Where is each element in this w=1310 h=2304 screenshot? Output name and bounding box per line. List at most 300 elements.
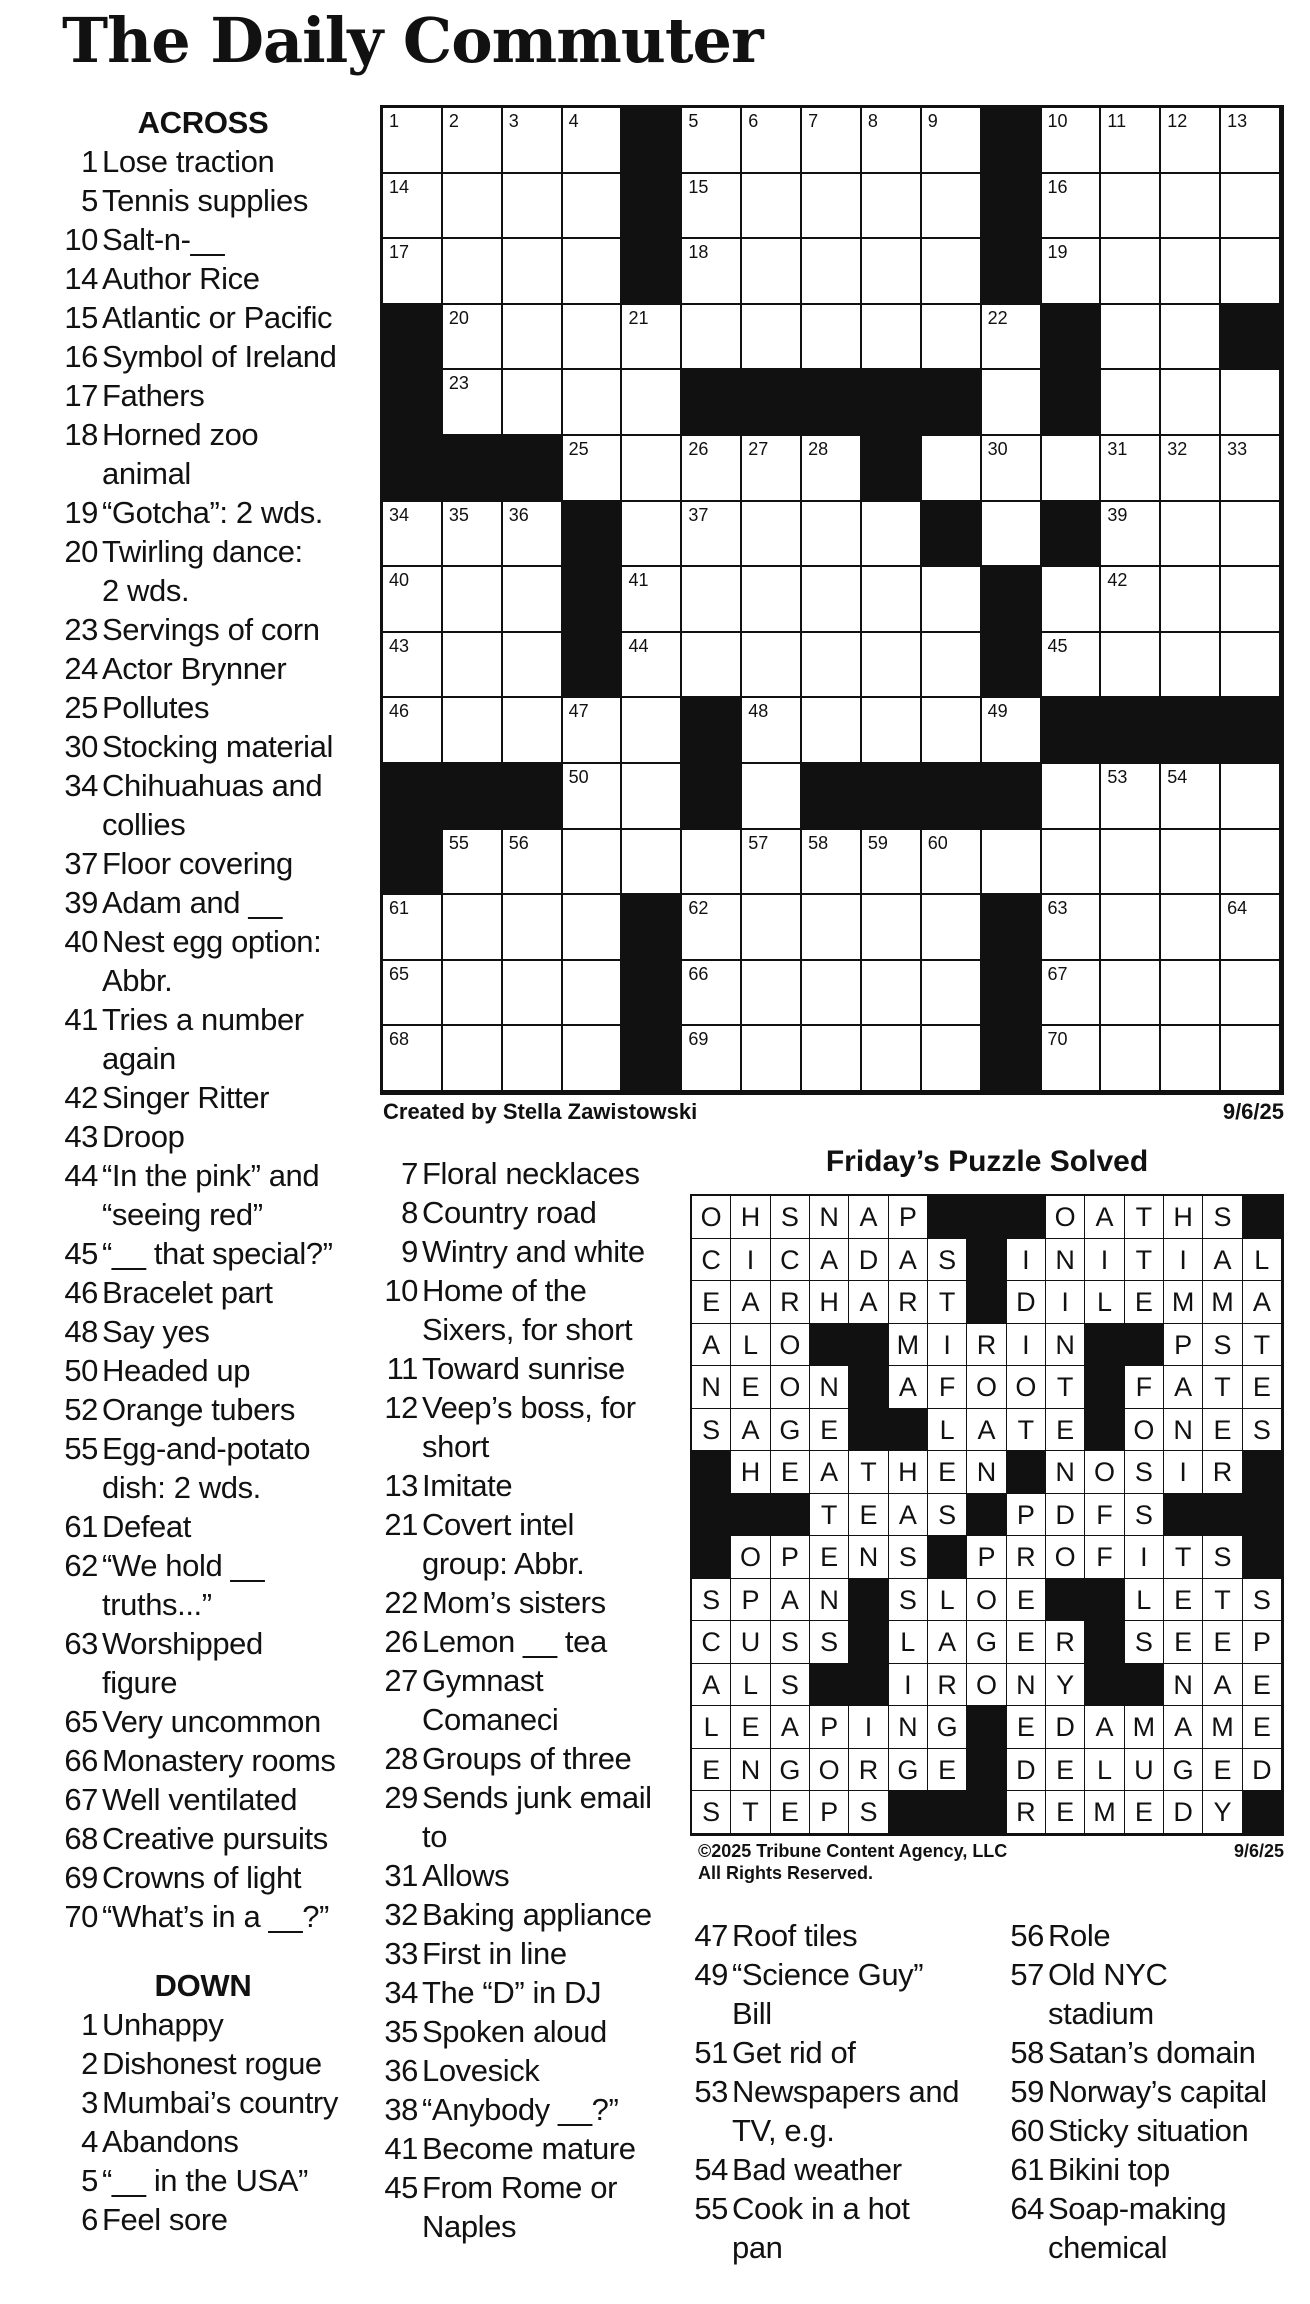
grid-cell[interactable]: [1221, 239, 1281, 305]
solution-letter: O: [967, 1366, 1006, 1409]
grid-cell[interactable]: [862, 174, 922, 240]
grid-cell[interactable]: [682, 174, 742, 240]
solution-black-square: [1085, 1664, 1124, 1707]
clue-item: [58, 649, 358, 688]
grid-cell[interactable]: [862, 961, 922, 1027]
grid-cell[interactable]: [802, 698, 862, 764]
grid-cell[interactable]: [503, 895, 563, 961]
grid-cell[interactable]: [922, 239, 982, 305]
grid-cell[interactable]: [742, 108, 802, 174]
solution-letter: E: [1243, 1706, 1282, 1749]
grid-cell[interactable]: [922, 895, 982, 961]
grid-cell[interactable]: [563, 764, 623, 830]
grid-cell[interactable]: [1161, 830, 1221, 896]
clue-item: [58, 1741, 358, 1780]
grid-cell[interactable]: [1101, 502, 1161, 568]
grid-cell[interactable]: [862, 895, 922, 961]
grid-cell[interactable]: [443, 305, 503, 371]
solution-letter: S: [771, 1664, 810, 1707]
grid-cell[interactable]: [383, 239, 443, 305]
black-square: [982, 174, 1042, 240]
grid-cell[interactable]: [383, 895, 443, 961]
grid-cell[interactable]: [1161, 567, 1221, 633]
solution-letter: N: [967, 1451, 1006, 1494]
clue-number: 25: [64, 690, 98, 725]
grid-cell[interactable]: [1101, 370, 1161, 436]
clue-item: [688, 1916, 988, 1955]
clue-number: 18: [64, 417, 98, 452]
grid-cell[interactable]: [802, 436, 862, 502]
grid-cell[interactable]: [1221, 830, 1281, 896]
solution-letter: S: [692, 1579, 731, 1622]
cell-number: 21: [628, 307, 649, 328]
grid-cell[interactable]: [443, 895, 503, 961]
grid-cell[interactable]: [1042, 108, 1102, 174]
solution-black-square: [1164, 1494, 1203, 1537]
grid-cell[interactable]: [1221, 436, 1281, 502]
clue-text: Mumbai’s country: [102, 2085, 338, 2120]
cell-number: 63: [1047, 898, 1068, 919]
grid-cell[interactable]: [503, 698, 563, 764]
clue-number: 3: [81, 2085, 98, 2120]
solution-letter: S: [889, 1536, 928, 1579]
clue-item: [58, 688, 358, 727]
clue-text: animal: [102, 456, 191, 491]
solution-letter: A: [1164, 1706, 1203, 1749]
grid-cell[interactable]: [563, 370, 623, 436]
grid-cell[interactable]: [503, 370, 563, 436]
grid-cell[interactable]: [982, 370, 1042, 436]
grid-cell[interactable]: [682, 305, 742, 371]
grid-cell[interactable]: [443, 502, 503, 568]
solution-letter: N: [731, 1749, 770, 1792]
grid-cell[interactable]: [1042, 436, 1102, 502]
grid-cell[interactable]: [922, 174, 982, 240]
grid-cell[interactable]: [1161, 239, 1221, 305]
clue-number: 41: [64, 1002, 98, 1037]
clue-item: [378, 2051, 678, 2090]
solution-black-square: [849, 1621, 888, 1664]
grid-cell[interactable]: [622, 764, 682, 830]
solution-letter: E: [1007, 1621, 1046, 1664]
grid-cell[interactable]: [1101, 633, 1161, 699]
solution-letter: L: [928, 1409, 967, 1452]
grid-cell[interactable]: [802, 174, 862, 240]
grid-cell[interactable]: [1042, 567, 1102, 633]
solution-letter: E: [1164, 1579, 1203, 1622]
solution-letter: S: [928, 1239, 967, 1282]
solution-black-square: [810, 1664, 849, 1707]
grid-cell[interactable]: [682, 502, 742, 568]
clue-text: figure: [102, 1665, 178, 1700]
solution-black-square: [849, 1579, 888, 1622]
grid-cell[interactable]: [383, 698, 443, 764]
grid-cell[interactable]: [1101, 961, 1161, 1027]
grid-cell[interactable]: [1221, 174, 1281, 240]
grid-cell[interactable]: [1221, 961, 1281, 1027]
grid-cell[interactable]: [742, 1026, 802, 1092]
grid-cell[interactable]: [1161, 961, 1221, 1027]
grid-cell[interactable]: [1221, 108, 1281, 174]
grid-cell[interactable]: [1221, 567, 1281, 633]
solution-black-square: [731, 1494, 770, 1537]
solution-letter: A: [1085, 1706, 1124, 1749]
grid-cell[interactable]: [802, 895, 862, 961]
grid-cell[interactable]: [383, 633, 443, 699]
grid-cell[interactable]: [802, 961, 862, 1027]
grid-cell[interactable]: [1221, 764, 1281, 830]
grid-cell[interactable]: [1101, 567, 1161, 633]
clue-item: [58, 2122, 358, 2161]
grid-cell[interactable]: [922, 698, 982, 764]
cell-number: 68: [389, 1029, 410, 1050]
cell-number: 36: [508, 504, 529, 525]
grid-cell[interactable]: [862, 305, 922, 371]
grid-cell[interactable]: [622, 698, 682, 764]
grid-cell[interactable]: [802, 1026, 862, 1092]
solution-letter: R: [928, 1664, 967, 1707]
solution-letter: A: [810, 1239, 849, 1282]
clue-number: 65: [64, 1704, 98, 1739]
solution-letter: N: [889, 1706, 928, 1749]
grid-cell[interactable]: [1042, 1026, 1102, 1092]
black-square: [383, 764, 443, 830]
grid-cell[interactable]: [443, 633, 503, 699]
grid-cell[interactable]: [1221, 370, 1281, 436]
clue-item: [58, 1078, 358, 1117]
grid-cell[interactable]: [682, 633, 742, 699]
grid-cell[interactable]: [742, 502, 802, 568]
grid-cell[interactable]: [682, 895, 742, 961]
grid-cell[interactable]: [443, 567, 503, 633]
clue-text: The “D” in DJ: [422, 1975, 602, 2010]
grid-cell[interactable]: [503, 830, 563, 896]
grid-cell[interactable]: [563, 698, 623, 764]
clue-text: Servings of corn: [102, 612, 320, 647]
grid-cell[interactable]: [622, 370, 682, 436]
grid-cell[interactable]: [563, 1026, 623, 1092]
solution-letter: M: [1085, 1791, 1124, 1834]
clue-text: Cook in a hot: [732, 2191, 910, 2226]
solution-letter: L: [731, 1664, 770, 1707]
solution-letter: S: [810, 1621, 849, 1664]
grid-cell[interactable]: [563, 436, 623, 502]
grid-cell[interactable]: [1161, 633, 1221, 699]
black-square: [622, 108, 682, 174]
solution-letter: F: [1085, 1494, 1124, 1537]
grid-cell[interactable]: [622, 305, 682, 371]
grid-cell[interactable]: [1161, 895, 1221, 961]
clue-item: [58, 415, 358, 493]
solution-letter: O: [771, 1324, 810, 1367]
solution-black-square: [771, 1494, 810, 1537]
grid-cell[interactable]: [682, 239, 742, 305]
grid-cell[interactable]: [862, 567, 922, 633]
grid-cell[interactable]: [503, 633, 563, 699]
solution-letter: I: [1085, 1239, 1124, 1282]
grid-cell[interactable]: [1221, 633, 1281, 699]
grid-cell[interactable]: [563, 108, 623, 174]
black-square: [622, 174, 682, 240]
grid-cell[interactable]: [982, 502, 1042, 568]
cell-number: 13: [1227, 111, 1248, 131]
grid-cell[interactable]: [622, 567, 682, 633]
grid-cell[interactable]: [383, 1026, 443, 1092]
grid-cell[interactable]: [503, 961, 563, 1027]
solution-letter: S: [692, 1409, 731, 1452]
grid-cell[interactable]: [742, 436, 802, 502]
grid-cell[interactable]: [503, 174, 563, 240]
grid-cell[interactable]: [802, 502, 862, 568]
grid-cell[interactable]: [802, 305, 862, 371]
grid-cell[interactable]: [1101, 239, 1161, 305]
clue-item: [58, 1819, 358, 1858]
grid-cell[interactable]: [922, 305, 982, 371]
solution-letter: N: [1046, 1239, 1085, 1282]
grid-cell[interactable]: [563, 961, 623, 1027]
grid-cell[interactable]: [503, 305, 563, 371]
grid-cell[interactable]: [1161, 174, 1221, 240]
grid-cell[interactable]: [862, 830, 922, 896]
grid-cell[interactable]: [622, 830, 682, 896]
grid-cell[interactable]: [1161, 1026, 1221, 1092]
grid-cell[interactable]: [1161, 305, 1221, 371]
black-square: [1042, 502, 1102, 568]
clue-text: Headed up: [102, 1353, 251, 1388]
grid-cell[interactable]: [682, 108, 742, 174]
black-square: [682, 370, 742, 436]
grid-cell[interactable]: [862, 698, 922, 764]
grid-cell[interactable]: [862, 502, 922, 568]
clue-number: 64: [1010, 2191, 1044, 2226]
cell-number: 67: [1047, 963, 1068, 984]
grid-cell[interactable]: [922, 633, 982, 699]
clue-item: [58, 298, 358, 337]
solution-black-square: [1125, 1664, 1164, 1707]
grid-cell[interactable]: [1221, 1026, 1281, 1092]
grid-cell[interactable]: [682, 830, 742, 896]
grid-cell[interactable]: [1101, 830, 1161, 896]
clue-item: [1004, 1916, 1304, 1955]
grid-cell[interactable]: [383, 108, 443, 174]
clue-text: to: [422, 1819, 448, 1854]
grid-cell[interactable]: [862, 633, 922, 699]
grid-cell[interactable]: [383, 502, 443, 568]
clue-number: 2: [81, 2046, 98, 2081]
grid-cell[interactable]: [443, 830, 503, 896]
grid-cell[interactable]: [1042, 174, 1102, 240]
solution-letter: P: [1007, 1494, 1046, 1537]
grid-cell[interactable]: [1042, 239, 1102, 305]
solution-letter: N: [810, 1196, 849, 1239]
solution-letter: I: [1164, 1239, 1203, 1282]
grid-cell[interactable]: [503, 567, 563, 633]
black-square: [922, 764, 982, 830]
solution-letter: D: [1243, 1749, 1282, 1792]
grid-cell[interactable]: [742, 764, 802, 830]
grid-cell[interactable]: [982, 436, 1042, 502]
clue-item: [688, 2033, 988, 2072]
black-square: [982, 633, 1042, 699]
grid-cell[interactable]: [802, 239, 862, 305]
grid-cell[interactable]: [563, 174, 623, 240]
grid-cell[interactable]: [682, 436, 742, 502]
grid-cell[interactable]: [862, 239, 922, 305]
solution-black-square: [928, 1536, 967, 1579]
clue-number: 1: [81, 144, 98, 179]
grid-cell[interactable]: [563, 830, 623, 896]
solution-black-square: [849, 1324, 888, 1367]
solution-black-square: [692, 1494, 731, 1537]
solution-letter: A: [1203, 1664, 1242, 1707]
grid-cell[interactable]: [682, 1026, 742, 1092]
clue-text: stadium: [1048, 1996, 1154, 2031]
solution-black-square: [967, 1281, 1006, 1324]
solution-letter: R: [1007, 1791, 1046, 1834]
grid-cell[interactable]: [443, 961, 503, 1027]
solution-letter: L: [889, 1621, 928, 1664]
grid-cell[interactable]: [563, 895, 623, 961]
grid-cell[interactable]: [443, 698, 503, 764]
grid-cell[interactable]: [742, 830, 802, 896]
grid-cell[interactable]: [922, 108, 982, 174]
clue-text: Lemon __ tea: [422, 1624, 607, 1659]
clue-text: Nest egg option:: [102, 924, 322, 959]
clue-item: [58, 2044, 358, 2083]
solution-black-square: [1243, 1791, 1282, 1834]
grid-cell[interactable]: [1042, 633, 1102, 699]
grid-cell[interactable]: [742, 174, 802, 240]
clue-text: “__ that special?”: [102, 1236, 333, 1271]
solution-letter: D: [849, 1239, 888, 1282]
grid-cell[interactable]: [802, 633, 862, 699]
solution-letter: L: [692, 1706, 731, 1749]
grid-cell[interactable]: [1042, 961, 1102, 1027]
cell-number: 23: [448, 373, 469, 394]
grid-cell[interactable]: [802, 830, 862, 896]
grid-cell[interactable]: [922, 1026, 982, 1092]
grid-cell[interactable]: [443, 370, 503, 436]
grid-cell[interactable]: [982, 698, 1042, 764]
clue-number: 19: [64, 495, 98, 530]
grid-cell[interactable]: [742, 961, 802, 1027]
clue-number: 55: [64, 1431, 98, 1466]
solution-black-square: [1007, 1451, 1046, 1494]
grid-cell[interactable]: [1042, 895, 1102, 961]
grid-cell[interactable]: [443, 174, 503, 240]
solution-letter: F: [1085, 1536, 1124, 1579]
grid-cell[interactable]: [742, 895, 802, 961]
grid-cell[interactable]: [443, 239, 503, 305]
cell-number: 17: [389, 242, 410, 263]
grid-cell[interactable]: [622, 633, 682, 699]
grid-cell[interactable]: [443, 1026, 503, 1092]
grid-cell[interactable]: [922, 567, 982, 633]
clue-item: [58, 1312, 358, 1351]
solution-letter: H: [810, 1281, 849, 1324]
clue-number: 7: [401, 1156, 418, 1191]
grid-cell[interactable]: [802, 108, 862, 174]
clue-text: Egg-and-potato: [102, 1431, 311, 1466]
grid-cell[interactable]: [503, 239, 563, 305]
grid-cell[interactable]: [1101, 174, 1161, 240]
solution-letter: E: [1046, 1791, 1085, 1834]
grid-cell[interactable]: [1161, 502, 1221, 568]
grid-cell[interactable]: [682, 961, 742, 1027]
grid-cell[interactable]: [862, 108, 922, 174]
grid-cell[interactable]: [1101, 436, 1161, 502]
grid-cell[interactable]: [1161, 436, 1221, 502]
grid-cell[interactable]: [383, 961, 443, 1027]
grid-cell[interactable]: [1161, 108, 1221, 174]
cell-number: 12: [1167, 111, 1188, 131]
grid-cell[interactable]: [922, 830, 982, 896]
grid-cell[interactable]: [503, 1026, 563, 1092]
solution-letter: T: [1203, 1579, 1242, 1622]
black-square: [622, 895, 682, 961]
solution-letter: G: [1164, 1749, 1203, 1792]
black-square: [802, 370, 862, 436]
grid-cell[interactable]: [563, 305, 623, 371]
clue-text: Get rid of: [732, 2035, 856, 2070]
grid-cell[interactable]: [1042, 764, 1102, 830]
grid-cell[interactable]: [742, 305, 802, 371]
grid-cell[interactable]: [443, 108, 503, 174]
clue-text: “Anybody __?”: [422, 2092, 619, 2127]
grid-cell[interactable]: [742, 567, 802, 633]
grid-cell[interactable]: [1101, 108, 1161, 174]
grid-cell[interactable]: [802, 567, 862, 633]
grid-cell[interactable]: [742, 698, 802, 764]
solution-black-square: [1243, 1536, 1282, 1579]
grid-cell[interactable]: [982, 830, 1042, 896]
grid-cell[interactable]: [383, 567, 443, 633]
clue-text: Imitate: [422, 1468, 513, 1503]
page-title: The Daily Commuter: [62, 4, 763, 77]
grid-cell[interactable]: [982, 305, 1042, 371]
grid-cell[interactable]: [1101, 764, 1161, 830]
grid-cell[interactable]: [622, 502, 682, 568]
grid-cell[interactable]: [742, 239, 802, 305]
grid-cell[interactable]: [922, 961, 982, 1027]
grid-cell[interactable]: [1161, 764, 1221, 830]
clue-item: [58, 1351, 358, 1390]
grid-cell[interactable]: [1221, 502, 1281, 568]
solution-letter: R: [849, 1749, 888, 1792]
grid-cell[interactable]: [503, 108, 563, 174]
grid-cell[interactable]: [862, 1026, 922, 1092]
solution-letter: A: [1164, 1366, 1203, 1409]
grid-cell[interactable]: [563, 239, 623, 305]
grid-cell[interactable]: [742, 633, 802, 699]
clue-number: 15: [64, 300, 98, 335]
grid-cell[interactable]: [1101, 1026, 1161, 1092]
grid-cell[interactable]: [682, 567, 742, 633]
grid-cell[interactable]: [922, 436, 982, 502]
grid-cell[interactable]: [1042, 830, 1102, 896]
grid-cell[interactable]: [1101, 305, 1161, 371]
solution-letter: G: [771, 1409, 810, 1452]
clue-item: [378, 1856, 678, 1895]
grid-cell[interactable]: [622, 436, 682, 502]
grid-cell[interactable]: [1161, 370, 1221, 436]
grid-cell[interactable]: [1221, 895, 1281, 961]
grid-cell[interactable]: [503, 502, 563, 568]
grid-cell[interactable]: [1101, 895, 1161, 961]
clue-item: [1004, 2072, 1304, 2111]
cell-number: 66: [688, 963, 709, 984]
grid-cell[interactable]: [383, 174, 443, 240]
